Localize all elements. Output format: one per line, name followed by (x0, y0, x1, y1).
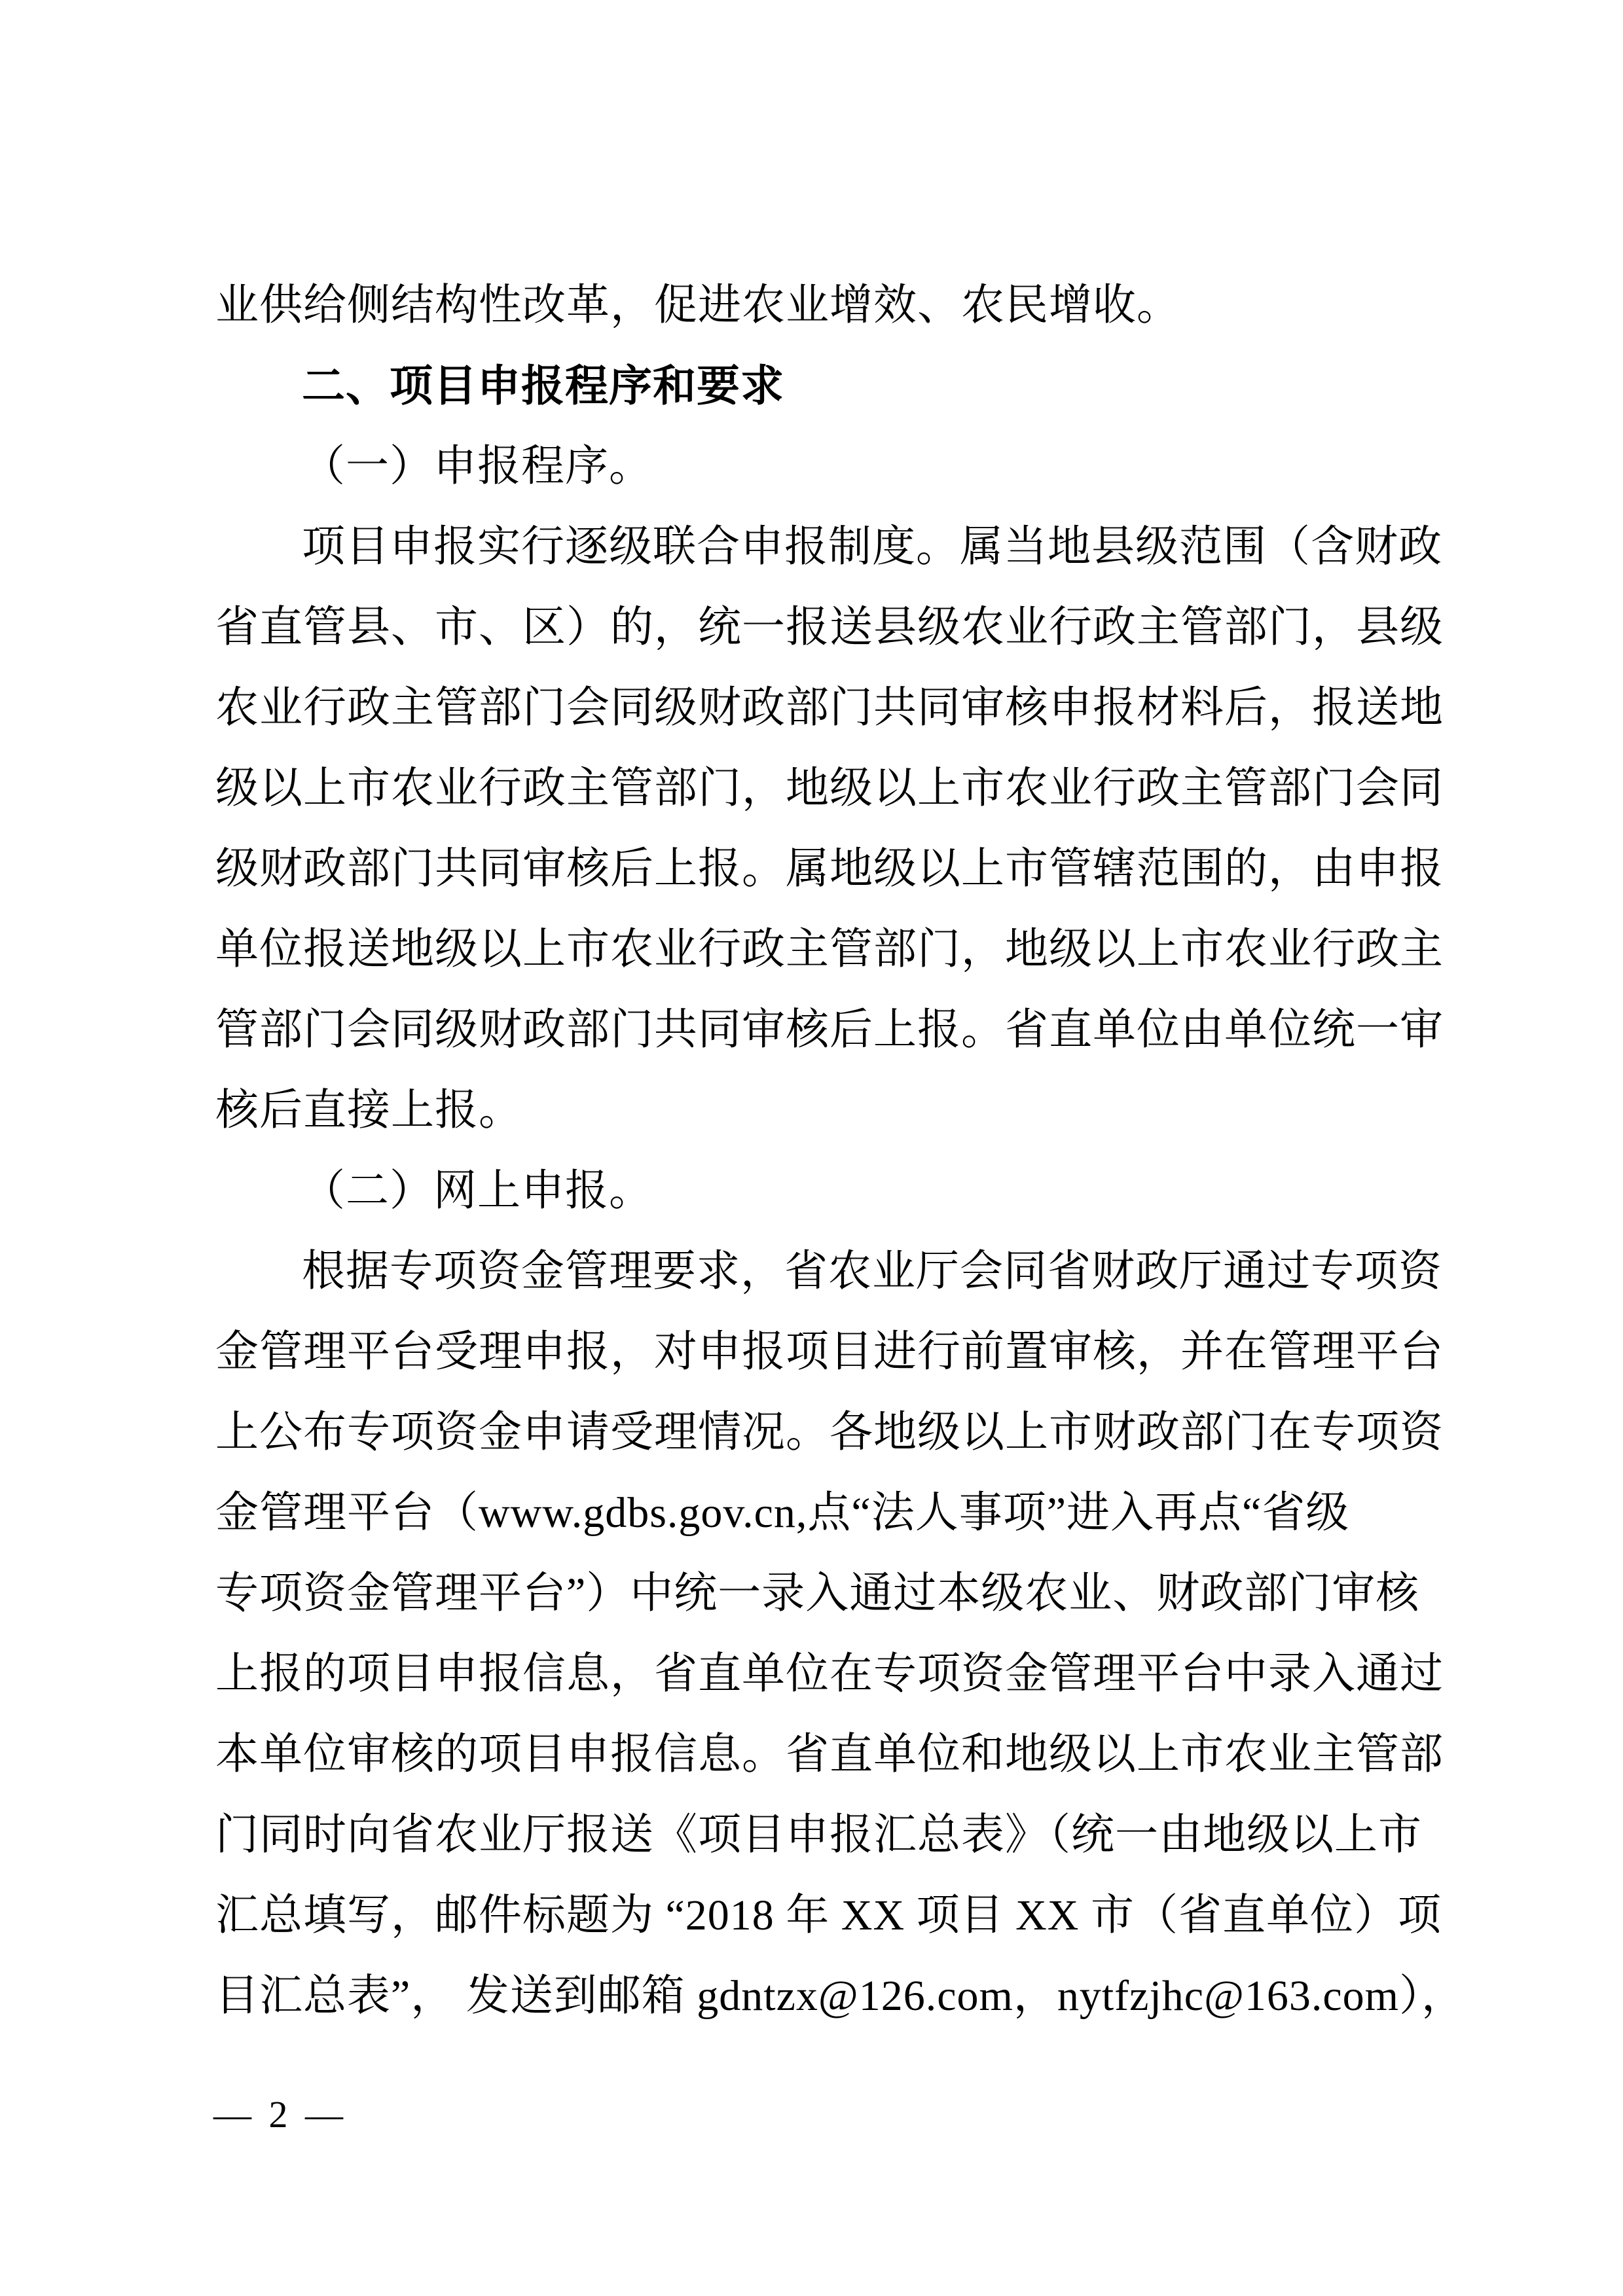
text-line: 农业行政主管部门会同级财政部门共同审核申报材料后，报送地 (215, 684, 1444, 732)
text-line: 金管理平台受理申报，对申报项目进行前置审核，并在管理平台 (215, 1328, 1444, 1376)
text-line: 级以上市农业行政主管部门，地级以上市农业行政主管部门会同 (215, 764, 1444, 812)
text-line: 上报的项目申报信息，省直单位在专项资金管理平台中录入通过 (215, 1650, 1444, 1698)
text-line: 根据专项资金管理要求，省农业厅会同省财政厅通过专项资 (302, 1247, 1442, 1295)
text-line: 本单位审核的项目申报信息。省直单位和地级以上市农业主管部 (215, 1731, 1444, 1778)
text-line: 汇总填写，邮件标题为 “2018 年 XX 项目 XX 市（省直单位）项 (215, 1892, 1442, 1939)
text-line: 项目申报实行逐级联合申报制度。属当地县级范围（含财政 (302, 523, 1442, 571)
text-line: 门同时向省农业厅报送《项目申报汇总表》（统一由地级以上市 (215, 1811, 1422, 1859)
subsection-heading: （二）网上申报。 (302, 1167, 653, 1215)
document-body (215, 265, 1465, 2036)
text-line: 核后直接上报。 (215, 1086, 522, 1134)
text-line: 业供给侧结构性改革，促进农业增效、农民增收。 (215, 281, 1180, 329)
text-line: 单位报送地级以上市农业行政主管部门，地级以上市农业行政主 (215, 925, 1444, 973)
section-heading: 二、项目申报程序和要求 (302, 361, 784, 410)
page-number: — 2 — (213, 2093, 347, 2136)
text-line: 专项资金管理平台”）中统一录入通过本级农业、财政部门审核 (215, 1570, 1420, 1617)
text-line: 目汇总表”， 发送到邮箱 gdntzx@126.com，nytfzjhc@163.com）， (215, 1972, 1465, 2020)
text-line: 级财政部门共同审核后上报。属地级以上市管辖范围的，由申报 (215, 845, 1444, 893)
text-line: 省直管县、市、区）的，统一报送县级农业行政主管部门，县级 (215, 603, 1444, 651)
text-line: 上公布专项资金申请受理情况。各地级以上市财政部门在专项资 (215, 1408, 1444, 1456)
subsection-heading: （一）申报程序。 (302, 442, 653, 490)
text-line: 金管理平台（www.gdbs.gov.cn,点“法人事项”进入再点“省级 (215, 1489, 1350, 1537)
text-line: 管部门会同级财政部门共同审核后上报。省直单位由单位统一审 (215, 1006, 1444, 1054)
